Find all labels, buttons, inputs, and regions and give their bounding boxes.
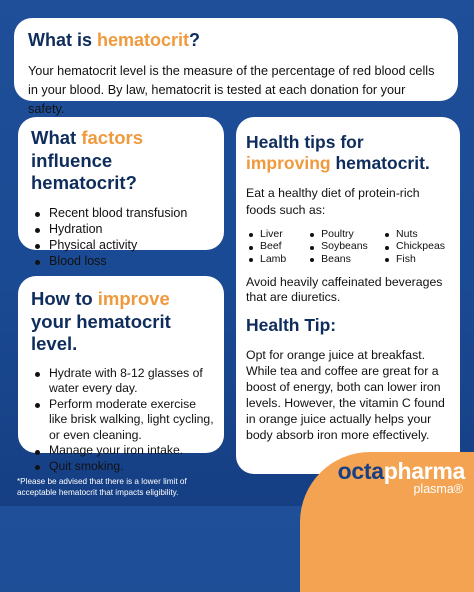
food-item: Lamb <box>246 253 307 266</box>
foods-column <box>246 228 307 266</box>
improve-item: Manage your iron intake. <box>31 443 214 459</box>
food-item: Soybeans <box>307 240 382 253</box>
food-item: Beans <box>307 253 382 266</box>
improve-level-card <box>18 276 224 473</box>
food-item: Chickpeas <box>382 240 451 253</box>
factor-item: Hydration <box>31 221 214 237</box>
food-item: Poultry <box>307 228 382 241</box>
improve-item: Hydrate with 8-12 glasses of water every day. <box>31 366 214 397</box>
improve-item: Perform moderate exercise like brisk walking, light cycling, or even cleaning. <box>31 397 214 444</box>
food-item: Nuts <box>382 228 451 241</box>
what-is-hematocrit-heading: What is hematocrit? <box>28 30 201 50</box>
factors-list <box>31 205 214 269</box>
improve-list <box>31 366 214 475</box>
factors-heading: What factors influence hematocrit? <box>31 127 144 194</box>
food-item: Beef <box>246 240 307 253</box>
improve-item: Quit smoking. <box>31 459 214 475</box>
health-tip-text: Opt for orange juice at breakfast. While tea and coffee are great for a boost of energy, both can lower iron levels. However, the vitamin C found in orange juice actually helps your body absorb iron more effectively. <box>246 347 445 442</box>
health-tips-heading: Health tips for improving hematocrit. <box>246 132 430 174</box>
what-is-hematocrit-card <box>14 18 458 116</box>
eligibility-footnote: *Please be advised that there is a lower limit of acceptable hematocrit that impacts eligibility. <box>17 477 187 497</box>
food-item: Fish <box>382 253 451 266</box>
health-tip-heading: Health Tip: <box>246 315 337 336</box>
foods-column <box>382 228 451 266</box>
food-item: Liver <box>246 228 307 241</box>
octapharma-plasma-logo: octapharma plasma® <box>337 458 465 496</box>
what-is-hematocrit-text: Your hematocrit level is the measure of the percentage of red blood cells in your blood. By law, hematocrit is tested at each donation for your safety. <box>28 63 435 116</box>
factor-item: Blood loss <box>31 253 214 269</box>
factors-card <box>18 117 224 268</box>
diet-intro-text: Eat a healthy diet of protein-rich foods such as: <box>246 185 420 217</box>
foods-list <box>246 228 451 266</box>
factor-item: Recent blood transfusion <box>31 205 214 221</box>
foods-column <box>307 228 382 266</box>
factor-item: Physical activity <box>31 237 214 253</box>
health-tips-card <box>236 117 460 474</box>
avoid-caffeine-text: Avoid heavily caffeinated beverages that are diuretics. <box>246 275 443 305</box>
improve-level-heading: How to improve your hematocrit level. <box>31 288 171 355</box>
